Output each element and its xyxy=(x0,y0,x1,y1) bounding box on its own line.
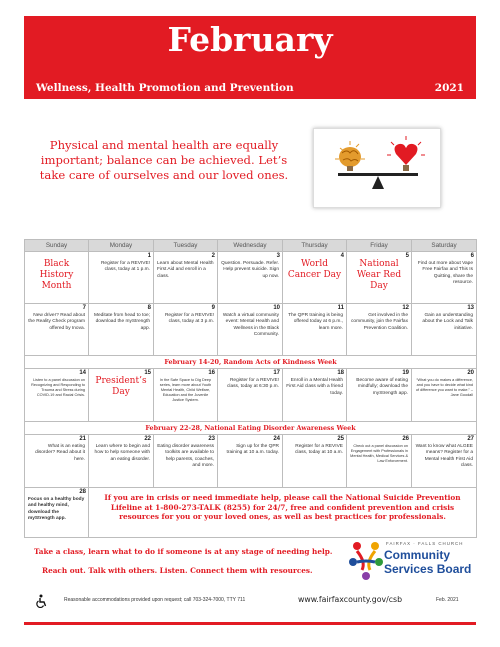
website-link[interactable]: www.fairfaxcounty.gov/csb xyxy=(298,595,403,604)
footer-line-1: Take a class, learn what to do if someone is at any stage of needing help. xyxy=(34,547,333,556)
accessibility-icon xyxy=(34,594,48,608)
day-number: 24 xyxy=(273,436,280,442)
weekday-header: Thursday xyxy=(283,240,347,252)
day-number: 10 xyxy=(273,305,280,311)
day-number: 2 xyxy=(211,253,215,259)
week-banner-row xyxy=(25,356,477,369)
day-cell xyxy=(283,369,347,422)
header-year: 2021 xyxy=(434,82,464,94)
day-number: 28 xyxy=(79,489,86,495)
day-cell xyxy=(154,252,218,304)
logo-tagline: FAIRFAX · FALLS CHURCH xyxy=(386,541,464,546)
day-cell xyxy=(89,304,154,356)
day-cell xyxy=(25,252,89,304)
day-text[interactable]: Register for a REVIVE! class, today at 3 p.m. xyxy=(164,313,214,325)
banner-text: February 14-20, Random Acts of Kindness Week xyxy=(164,358,337,366)
day-text: “What you do makes a difference, and you have to decide what kind of difference you want to make.” – Jane Goodall xyxy=(415,378,473,397)
day-text[interactable]: Eating disorder awareness toolkits are available to help parents, coaches, and more. xyxy=(157,444,214,468)
day-text[interactable]: Register for a REVIVE! class, today at 6:30 p.m. xyxy=(227,378,279,390)
day-number: 12 xyxy=(402,305,409,311)
header-subtitle: Wellness, Health Promotion and Prevention xyxy=(36,82,294,94)
week-row xyxy=(25,304,477,356)
day-cell xyxy=(25,435,89,488)
week-banner-row xyxy=(25,422,477,435)
day-number: 17 xyxy=(273,370,280,376)
day-number: 18 xyxy=(337,370,344,376)
calendar-grid xyxy=(24,239,477,538)
day-cell xyxy=(283,252,347,304)
day-text[interactable]: Check out a panel discussion on Engagement with Professionals in Mental Health, Medical Services & Law Enforcement. xyxy=(350,444,408,463)
day-text[interactable]: Learn where to begin and how to help someone with an eating disorder. xyxy=(94,444,150,462)
day-number: 19 xyxy=(402,370,409,376)
day-number: 21 xyxy=(79,436,86,442)
day-number: 14 xyxy=(79,370,86,376)
day-number: 22 xyxy=(144,436,151,442)
day-number: 15 xyxy=(144,370,151,376)
accommodations-text: Reasonable accommodations provided upon request; call 703-324-7000, TTY 711 xyxy=(64,597,246,603)
day-number: 4 xyxy=(340,253,344,259)
crisis-message-cell xyxy=(89,488,477,538)
intro-text: Physical and mental health are equally important; balance can be achieved. Let’s take care of ourselves and our loved ones. xyxy=(39,138,289,182)
day-cell xyxy=(154,304,218,356)
bottom-info-bar xyxy=(24,592,476,610)
day-number: 5 xyxy=(405,253,409,259)
day-number: 7 xyxy=(82,305,86,311)
day-text[interactable]: Meditate from head to toe; download the myStrength app. xyxy=(94,313,150,331)
day-text[interactable]: Register for a REVIVE class, today at 10 a.m. xyxy=(295,444,343,456)
day-text[interactable]: Listen to a panel discussion on Recognizing and Responding to Trauma and Stress during COVID-19 and Racial Crisis. xyxy=(31,378,85,397)
weekday-header: Tuesday xyxy=(154,240,218,252)
day-cell xyxy=(347,435,412,488)
day-number: 9 xyxy=(211,305,215,311)
csb-logo xyxy=(348,538,478,586)
day-cell xyxy=(412,304,477,356)
day-text[interactable]: In the Safe Space to Dig Deep series, learn more about Youth Mental Health, Child Welfare, Education and the Juvenile Justice System. xyxy=(159,378,212,402)
weekday-header: Wednesday xyxy=(218,240,283,252)
balance-scale-icon xyxy=(314,129,442,209)
weekday-header: Monday xyxy=(89,240,154,252)
day-text[interactable]: Find out more about Vape Free Fairfax and This Is Quitting, share the resource. xyxy=(417,261,473,285)
holiday-label: President’s Day xyxy=(95,376,147,397)
day-cell xyxy=(347,252,412,304)
day-number: 1 xyxy=(147,253,151,259)
day-number: 26 xyxy=(402,436,409,442)
day-text[interactable]: Focus on a healthy body and healthy mind, download the myStrength app. xyxy=(28,497,85,521)
day-cell xyxy=(89,369,154,422)
week-row xyxy=(25,435,477,488)
day-number: 6 xyxy=(470,253,474,259)
week-row xyxy=(25,369,477,422)
day-text[interactable]: The QPR training is being offered today at 6 p.m., learn more. xyxy=(288,313,343,331)
day-text[interactable]: Want to know what ALGEE means? Register for a Mental Health First Aid class. xyxy=(415,444,473,468)
holiday-label: National Wear Red Day xyxy=(356,259,402,291)
kindness-week-banner xyxy=(25,356,477,369)
day-cell xyxy=(154,369,218,422)
brain-icon xyxy=(335,141,365,171)
day-text[interactable]: What is an eating disorder? Read about it here. xyxy=(35,444,85,462)
day-number: 16 xyxy=(208,370,215,376)
day-text[interactable]: Register for a REVIVE! class, today at 1 p.m. xyxy=(100,261,150,273)
day-cell xyxy=(89,252,154,304)
day-text[interactable]: Become aware of eating mindfully; download the myStrength app. xyxy=(356,378,408,396)
day-number: 11 xyxy=(337,305,344,311)
weekday-header-row xyxy=(25,240,477,252)
publish-date: Feb. 2021 xyxy=(436,597,459,603)
weekday-header: Saturday xyxy=(412,240,477,252)
heart-icon xyxy=(387,136,425,171)
day-text[interactable]: Gain an understanding about the Lock and Talk initiative. xyxy=(422,313,473,331)
day-cell xyxy=(347,304,412,356)
day-text[interactable]: Question. Persuade. Refer. Help prevent suicide. Sign up now. xyxy=(221,261,279,279)
day-text[interactable]: Get involved in the community, join the Fairfax Prevention Coalition. xyxy=(351,313,408,331)
people-logo-icon xyxy=(348,540,384,584)
banner-text: February 22-28, National Eating Disorder Awareness Week xyxy=(145,424,356,432)
day-cell xyxy=(412,435,477,488)
day-number: 3 xyxy=(276,253,280,259)
day-text[interactable]: Watch a virtual community event: Mental Health and Wellness in the Black Community. xyxy=(222,313,279,337)
weekday-header: Friday xyxy=(347,240,412,252)
weekday-header: Sunday xyxy=(25,240,89,252)
day-cell xyxy=(412,252,477,304)
day-cell xyxy=(218,304,283,356)
holiday-label: Black History Month xyxy=(39,259,74,291)
header-banner xyxy=(24,16,476,99)
day-cell xyxy=(347,369,412,422)
day-cell xyxy=(218,252,283,304)
page-title: February xyxy=(167,20,333,59)
day-cell xyxy=(25,488,89,538)
day-cell xyxy=(283,304,347,356)
day-cell xyxy=(25,369,89,422)
day-cell xyxy=(218,435,283,488)
day-cell xyxy=(412,369,477,422)
logo-line-2: Services Board xyxy=(384,562,472,576)
day-number: 23 xyxy=(208,436,215,442)
day-text[interactable]: Learn about Mental Health First Aid and enroll in a class. xyxy=(157,261,214,279)
week-row xyxy=(25,488,477,538)
day-number: 13 xyxy=(467,305,474,311)
day-number: 27 xyxy=(467,436,474,442)
day-cell xyxy=(89,435,154,488)
balance-scale-image xyxy=(313,128,441,208)
day-text[interactable]: Enroll in a Mental Health First Aid class with a friend today. xyxy=(286,378,343,396)
day-cell xyxy=(25,304,89,356)
eating-disorder-week-banner xyxy=(25,422,477,435)
week-row xyxy=(25,252,477,304)
day-number: 20 xyxy=(467,370,474,376)
day-cell xyxy=(154,435,218,488)
bottom-red-rule xyxy=(24,622,476,625)
day-text[interactable]: Sign up for the QPR training at 10 a.m. today. xyxy=(226,444,279,456)
day-number: 25 xyxy=(337,436,344,442)
day-cell xyxy=(283,435,347,488)
footer-line-2: Reach out. Talk with others. Listen. Connect them with resources. xyxy=(42,566,313,575)
day-cell xyxy=(218,369,283,422)
day-number: 8 xyxy=(147,305,151,311)
logo-line-1: Community xyxy=(384,548,450,562)
crisis-message[interactable]: If you are in crisis or need immediate help, please call the National Suicide Prevention Lifeline at 1-800-273-TALK (8255) for 24/7, free and confident prevention and crisis resources for you or your loved ones, as well as best practices for professionals. xyxy=(104,493,461,521)
holiday-label: World Cancer Day xyxy=(287,259,342,280)
day-text[interactable]: New driver? Read about the Reality Check program offered by Inova. xyxy=(28,313,85,331)
